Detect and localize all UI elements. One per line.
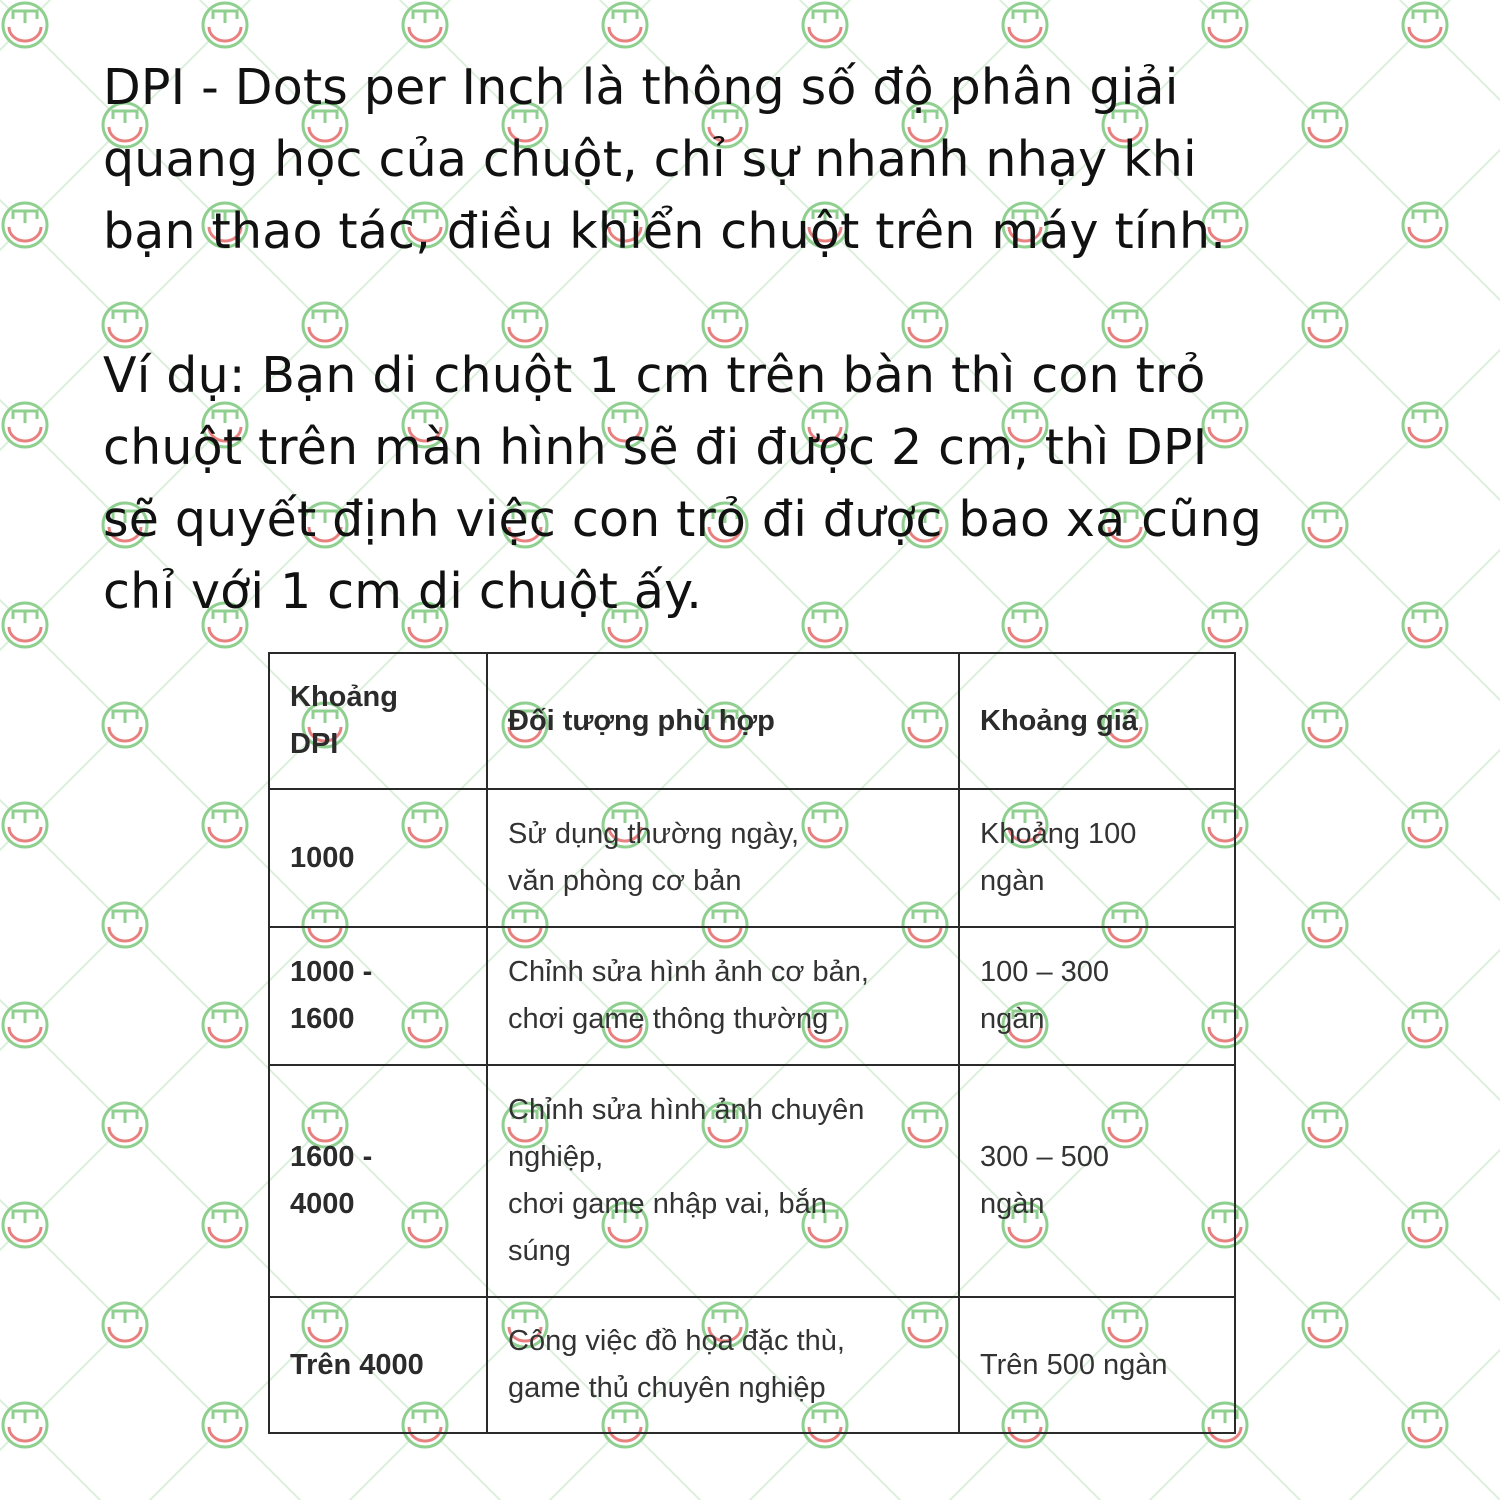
cell-text: 1600 <box>290 1003 355 1035</box>
cell-text: nghiệp, <box>508 1141 604 1173</box>
cell-text: súng <box>508 1235 571 1267</box>
target-cell <box>487 927 959 1065</box>
dpi-cell <box>269 789 487 927</box>
target-cell <box>487 789 959 927</box>
target-cell <box>487 1297 959 1433</box>
cell-text: ngàn <box>980 865 1045 897</box>
cell-text: 100 – 300 <box>980 956 1110 988</box>
table-row <box>269 789 1235 927</box>
dpi-cell <box>269 1297 487 1433</box>
cell-text: chơi game nhập vai, bắn <box>508 1188 827 1220</box>
example-line: Ví dụ: Bạn di chuột 1 cm trên bàn thì con trỏ <box>103 347 1206 404</box>
cell-text: Trên 500 ngàn <box>980 1348 1168 1381</box>
price-cell <box>959 927 1235 1065</box>
table-row <box>269 1297 1235 1433</box>
cell-text: 300 – 500 <box>980 1141 1110 1173</box>
cell-text: ngàn <box>980 1188 1045 1220</box>
cell-text: chơi game thông thường <box>508 1003 829 1035</box>
cell-text: Trên 4000 <box>290 1348 424 1381</box>
header-text: Khoảng giá <box>980 704 1138 737</box>
header-text: DPI <box>290 728 339 760</box>
example-line: chỉ với 1 cm di chuột ấy. <box>103 563 703 620</box>
cell-text: ngàn <box>980 1003 1045 1035</box>
intro-paragraph <box>103 52 1226 268</box>
table-row <box>269 927 1235 1065</box>
price-cell <box>959 789 1235 927</box>
dpi-cell <box>269 1065 487 1297</box>
cell-text: Công việc đồ họa đặc thù, <box>508 1325 845 1357</box>
price-cell <box>959 1065 1235 1297</box>
dpi-cell <box>269 927 487 1065</box>
table-header-row <box>269 653 1235 789</box>
example-paragraph <box>103 340 1262 628</box>
header-text: Đối tượng phù hợp <box>508 704 775 737</box>
cell-text: 1000 - <box>290 956 373 988</box>
header-dpi-range <box>269 653 487 789</box>
intro-line: DPI - Dots per Inch là thông số độ phân giải <box>103 59 1179 116</box>
cell-text: 1000 <box>290 841 355 874</box>
header-price-range <box>959 653 1235 789</box>
intro-line: quang học của chuột, chỉ sự nhanh nhạy khi <box>103 131 1197 188</box>
target-cell <box>487 1065 959 1297</box>
price-cell <box>959 1297 1235 1433</box>
example-line: sẽ quyết định việc con trỏ đi được bao xa cũng <box>103 491 1263 548</box>
table-row <box>269 1065 1235 1297</box>
cell-text: game thủ chuyên nghiệp <box>508 1372 826 1404</box>
cell-text: văn phòng cơ bản <box>508 865 742 897</box>
cell-text: 4000 <box>290 1188 355 1220</box>
header-text: Khoảng <box>290 681 398 713</box>
cell-text: Sử dụng thường ngày, <box>508 818 800 850</box>
cell-text: 1600 - <box>290 1141 373 1173</box>
cell-text: Chỉnh sửa hình ảnh chuyên <box>508 1094 865 1126</box>
dpi-table <box>268 652 1236 1434</box>
example-line: chuột trên màn hình sẽ đi được 2 cm, thì DPI <box>103 419 1208 476</box>
intro-line: bạn thao tác, điều khiển chuột trên máy tính. <box>103 203 1226 260</box>
header-target-users <box>487 653 959 789</box>
cell-text: Khoảng 100 <box>980 818 1137 850</box>
cell-text: Chỉnh sửa hình ảnh cơ bản, <box>508 956 869 988</box>
